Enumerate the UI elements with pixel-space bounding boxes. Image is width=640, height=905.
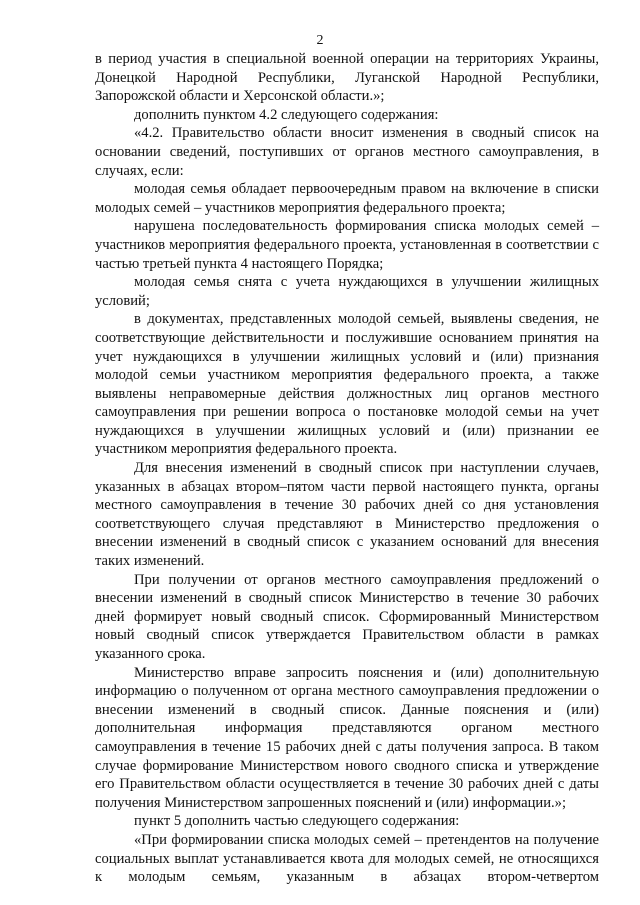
paragraph-clause-5-amendment: пункт 5 дополнить частью следующего содержания: — [134, 813, 460, 830]
paragraph-case-false-information: в документах, представленных молодой семьей, выявлены сведения, не соответствующие действительности и послужившие основанием принятия на учет нуждающихся в улучшении жилищных условий и (или) признания молодой семьи участником мероприятия федерального проекта, а также выявлены неправомерные действия должностных лиц органов местного самоуправления при решении вопроса о постановке молодой семьи на учет нуждающихся в улучшении жилищных условий и (или) признании ее участником мероприятия федерального проекта. — [95, 311, 599, 458]
paragraph-clause-4-2: «4.2. Правительство области вносит изменения в сводный список на основании сведений, поступивших от органов местного самоуправления, в случаях, если: — [95, 125, 599, 179]
paragraph-new-list-formation: При получении от органов местного самоуправления предложений о внесении изменений в сводный список Министерство в течение 30 рабочих дней формирует новый сводный список. Сформированный Министерством новый сводный список утверждается Правительством области в рамках указанного срока. — [95, 571, 599, 662]
paragraph-case-order-violated: нарушена последовательность формирования списка молодых семей – участников мероприятия федерального проекта, установленная в соответствии с частью третьей пункта 4 настоящего Порядка; — [95, 218, 599, 272]
paragraph-clarification-request: Министерство вправе запросить пояснения и (или) дополнительную информацию о полученном от органа местного самоуправления предложении о внесении изменений в сводный список. Данные пояснения и (или) дополнительная информация представляются органом местного самоуправления в течение 15 рабочих дней с даты получения запроса. В таком случае формирование Министерством нового сводного списка и утверждение его Правительством области осуществляется в течение 30 рабочих дней с даты получения Министерством запрошенных пояснений и (или) информации.»; — [95, 664, 599, 811]
paragraph-case-priority-right: молодая семья обладает первоочередным правом на включение в списки молодых семей – участников мероприятия федерального проекта; — [95, 181, 599, 216]
paragraph-quota: «При формировании списка молодых семей – претендентов на получение социальных выплат устанавливается квота для молодых семей, не относящихся к молодым семьям, указанным в абзацах втором-четвертом — [95, 831, 599, 886]
paragraph-continuation: в период участия в специальной военной операции на территориях Украины, Донецкой Народной Республики, Луганской Народной Республики, Запорожской области и Херсонской области.»; — [95, 51, 599, 105]
document-body — [95, 50, 599, 887]
page-number: 2 — [316, 33, 324, 48]
paragraph-changes-submission: Для внесения изменений в сводный список при наступлении случаев, указанных в абзацах втором–пятом части первой настоящего пункта, органы местного самоуправления в течение 30 рабочих дней со дня установления соответствующего случая представляют в Министерство предложения о внесении изменений в сводный список с указанием оснований для внесения таких изменений. — [95, 460, 599, 570]
paragraph-amendment-intro: дополнить пунктом 4.2 следующего содержания: — [134, 106, 439, 123]
paragraph-case-removed-from-register: молодая семья снята с учета нуждающихся в улучшении жилищных условий; — [95, 274, 599, 309]
